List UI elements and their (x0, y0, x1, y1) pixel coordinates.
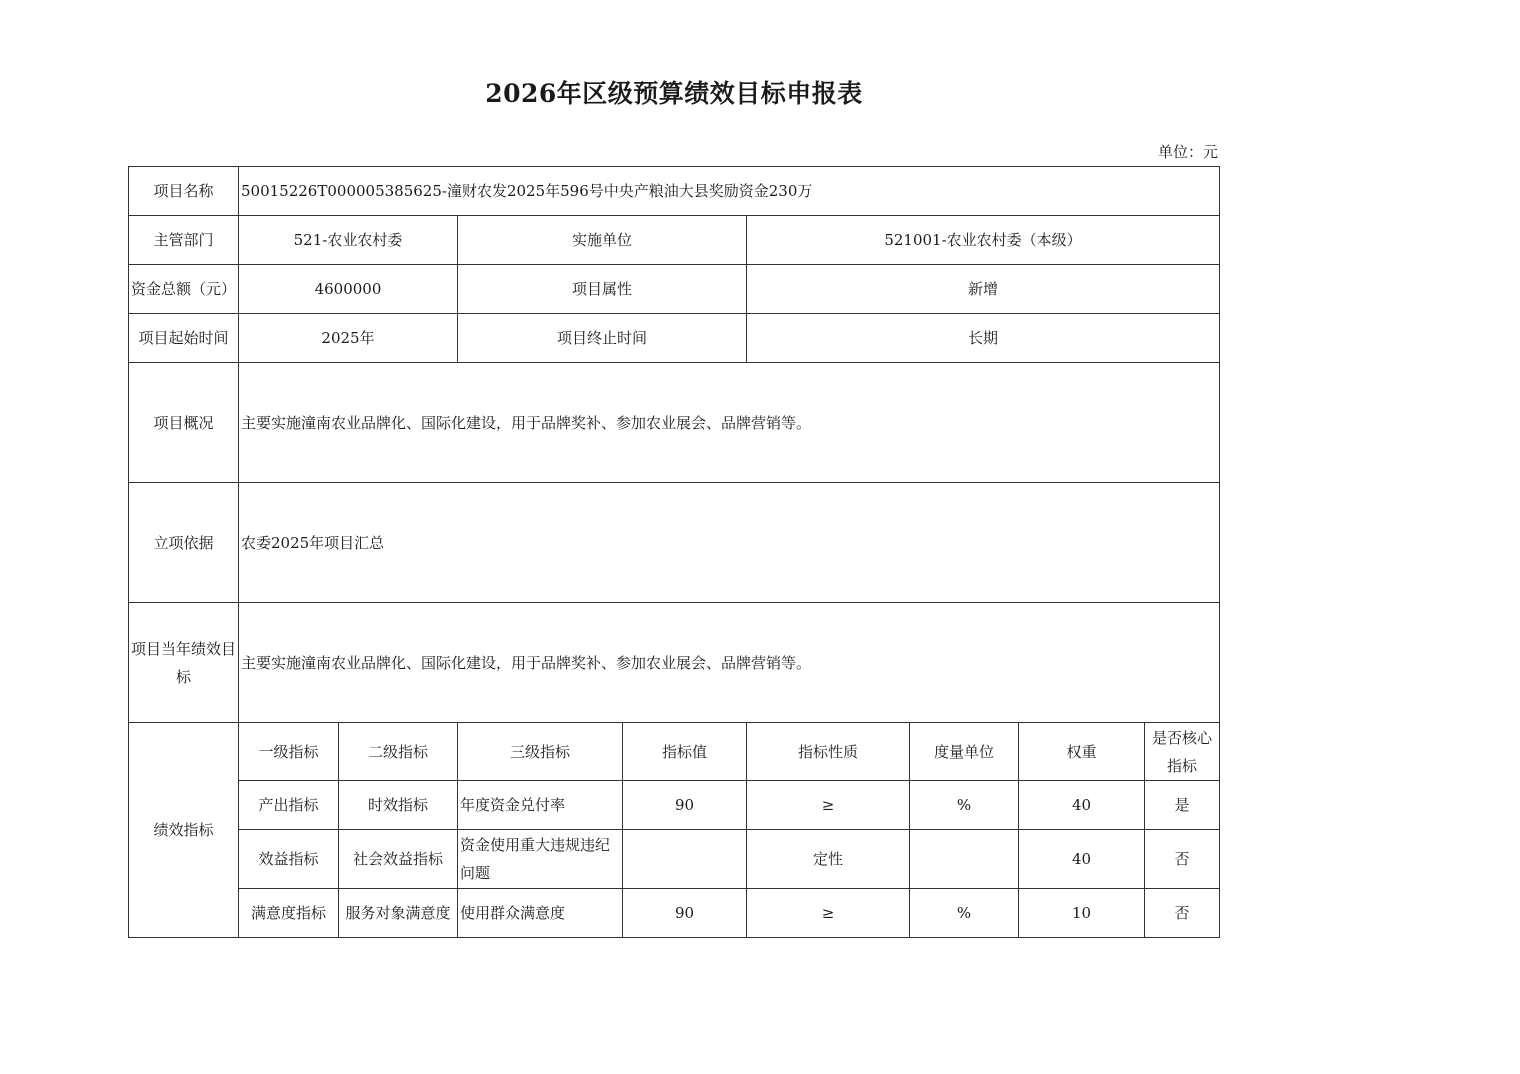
header-unit: 度量单位 (910, 723, 1019, 781)
basis-value: 农委2025年项目汇总 (239, 483, 1220, 603)
header-level1: 一级指标 (239, 723, 339, 781)
cell-nature: ≥ (747, 781, 910, 830)
header-weight: 权重 (1019, 723, 1145, 781)
header-level2: 二级指标 (339, 723, 458, 781)
cell-unit (910, 830, 1019, 889)
goal-row (129, 603, 1220, 723)
cell-nature: 定性 (747, 830, 910, 889)
impl-value: 521001-农业农村委（本级） (747, 216, 1220, 265)
basis-row (129, 483, 1220, 603)
cell-level1: 产出指标 (239, 781, 339, 830)
cell-weight: 40 (1019, 781, 1145, 830)
fund-row (129, 265, 1220, 314)
cell-level1: 效益指标 (239, 830, 339, 889)
period-row (129, 314, 1220, 363)
cell-core: 是 (1145, 781, 1220, 830)
attr-value: 新增 (747, 265, 1220, 314)
fund-label: 资金总额（元） (129, 265, 239, 314)
cell-level1: 满意度指标 (239, 889, 339, 938)
cell-weight: 40 (1019, 830, 1145, 889)
table-row (129, 781, 1220, 830)
header-level3: 三级指标 (458, 723, 623, 781)
cell-unit: % (910, 781, 1019, 830)
start-label: 项目起始时间 (129, 314, 239, 363)
end-value: 长期 (747, 314, 1220, 363)
cell-value: 90 (623, 889, 747, 938)
project-name-row (129, 167, 1220, 216)
header-nature: 指标性质 (747, 723, 910, 781)
fund-value: 4600000 (239, 265, 458, 314)
cell-unit: % (910, 889, 1019, 938)
project-name-label: 项目名称 (129, 167, 239, 216)
attr-label: 项目属性 (458, 265, 747, 314)
unit-label: 单位：元 (1157, 143, 1218, 161)
table-row (129, 830, 1220, 889)
cell-core: 否 (1145, 889, 1220, 938)
header-core: 是否核心指标 (1145, 723, 1220, 781)
overview-value: 主要实施潼南农业品牌化、国际化建设，用于品牌奖补、参加农业展会、品牌营销等。 (239, 363, 1220, 483)
performance-target-form (128, 166, 1220, 938)
cell-level2: 社会效益指标 (339, 830, 458, 889)
indicator-header-row (129, 723, 1220, 781)
cell-value: 90 (623, 781, 747, 830)
cell-core: 否 (1145, 830, 1220, 889)
overview-label: 项目概况 (129, 363, 239, 483)
page-title: 2026年区级预算绩效目标申报表 (485, 79, 863, 108)
cell-level3: 使用群众满意度 (458, 889, 623, 938)
table-row (129, 889, 1220, 938)
project-name-value: 50015226T000005385625-潼财农发2025年596号中央产粮油大县奖励资金230万 (239, 167, 1220, 216)
goal-value: 主要实施潼南农业品牌化、国际化建设，用于品牌奖补、参加农业展会、品牌营销等。 (239, 603, 1220, 723)
indicators-section-label: 绩效指标 (129, 723, 239, 938)
department-row (129, 216, 1220, 265)
cell-level2: 服务对象满意度 (339, 889, 458, 938)
goal-label: 项目当年绩效目标 (129, 603, 239, 723)
basis-label: 立项依据 (129, 483, 239, 603)
header-value: 指标值 (623, 723, 747, 781)
start-value: 2025年 (239, 314, 458, 363)
cell-level3: 年度资金兑付率 (458, 781, 623, 830)
cell-level3: 资金使用重大违规违纪问题 (458, 830, 623, 889)
cell-weight: 10 (1019, 889, 1145, 938)
end-label: 项目终止时间 (458, 314, 747, 363)
impl-label: 实施单位 (458, 216, 747, 265)
cell-nature: ≥ (747, 889, 910, 938)
cell-level2: 时效指标 (339, 781, 458, 830)
overview-row (129, 363, 1220, 483)
dept-value: 521-农业农村委 (239, 216, 458, 265)
dept-label: 主管部门 (129, 216, 239, 265)
cell-value (623, 830, 747, 889)
